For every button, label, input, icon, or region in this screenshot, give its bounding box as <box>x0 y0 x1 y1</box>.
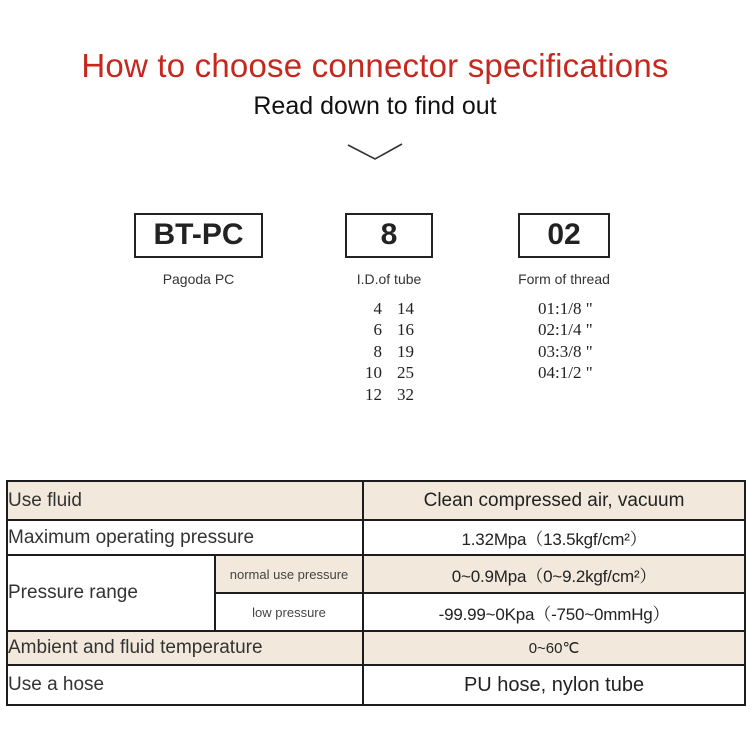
tube-id-option-row <box>345 298 445 319</box>
tube-id-option-row <box>345 362 445 383</box>
spec-label: Pressure range <box>7 555 215 631</box>
spec-label: Maximum operating pressure <box>7 520 363 555</box>
thread-form-option: 02:1/4 " <box>538 320 593 340</box>
spec-sub-label: normal use pressure <box>215 555 363 593</box>
table-row <box>7 665 745 705</box>
table-row <box>7 631 745 665</box>
spec-value: -99.99~0Kpa（-750~0mmHg） <box>363 593 745 631</box>
tube-id-value: 4 <box>373 299 382 318</box>
thread-code-label: Form of thread <box>518 271 610 287</box>
page-title: How to choose connector specifications <box>81 47 669 84</box>
table-row <box>7 555 745 593</box>
chevron-down-icon <box>347 143 403 161</box>
tube-id-value: 10 <box>365 363 382 383</box>
tube-id-options <box>345 298 445 405</box>
tube-od-value: 14 <box>397 299 414 318</box>
model-prefix-label: Pagoda PC <box>162 271 235 287</box>
spec-value: 1.32Mpa（13.5kgf/cm²） <box>363 520 745 555</box>
spec-value: 0~60℃ <box>363 631 745 665</box>
table-row <box>7 481 745 520</box>
thread-form-option: 01:1/8 " <box>538 299 593 318</box>
tube-id-value: 6 <box>373 320 382 340</box>
tube-id-option-row <box>345 384 445 405</box>
spec-label: Ambient and fluid temperature <box>7 631 363 665</box>
thread-code-box: 02 <box>518 213 610 258</box>
thread-form-options <box>538 298 658 384</box>
spec-value: 0~0.9Mpa（0~9.2kgf/cm²） <box>363 555 745 593</box>
table-row <box>7 520 745 555</box>
tube-od-value: 16 <box>397 320 414 340</box>
thread-form-option: 04:1/2 " <box>538 363 593 383</box>
tube-od-value: 19 <box>397 341 414 361</box>
spec-value: Clean compressed air, vacuum <box>363 481 745 520</box>
thread-form-option: 03:3/8 " <box>538 341 593 361</box>
model-prefix-box: BT-PC <box>134 213 263 258</box>
tube-id-box: 8 <box>345 213 433 258</box>
tube-id-option-row <box>345 319 445 340</box>
spec-sub-label: low pressure <box>215 593 363 631</box>
tube-id-value: 8 <box>373 341 382 361</box>
tube-id-option-row <box>345 341 445 362</box>
spec-label: Use a hose <box>7 665 363 705</box>
spec-value: PU hose, nylon tube <box>363 665 745 705</box>
spec-label: Use fluid <box>7 481 363 520</box>
page-subtitle: Read down to find out <box>253 92 497 120</box>
tube-od-value: 32 <box>397 384 414 404</box>
tube-od-value: 25 <box>397 363 414 383</box>
specification-table <box>6 480 746 706</box>
tube-id-value: 12 <box>365 384 382 404</box>
tube-id-label: I.D.of tube <box>356 271 422 287</box>
